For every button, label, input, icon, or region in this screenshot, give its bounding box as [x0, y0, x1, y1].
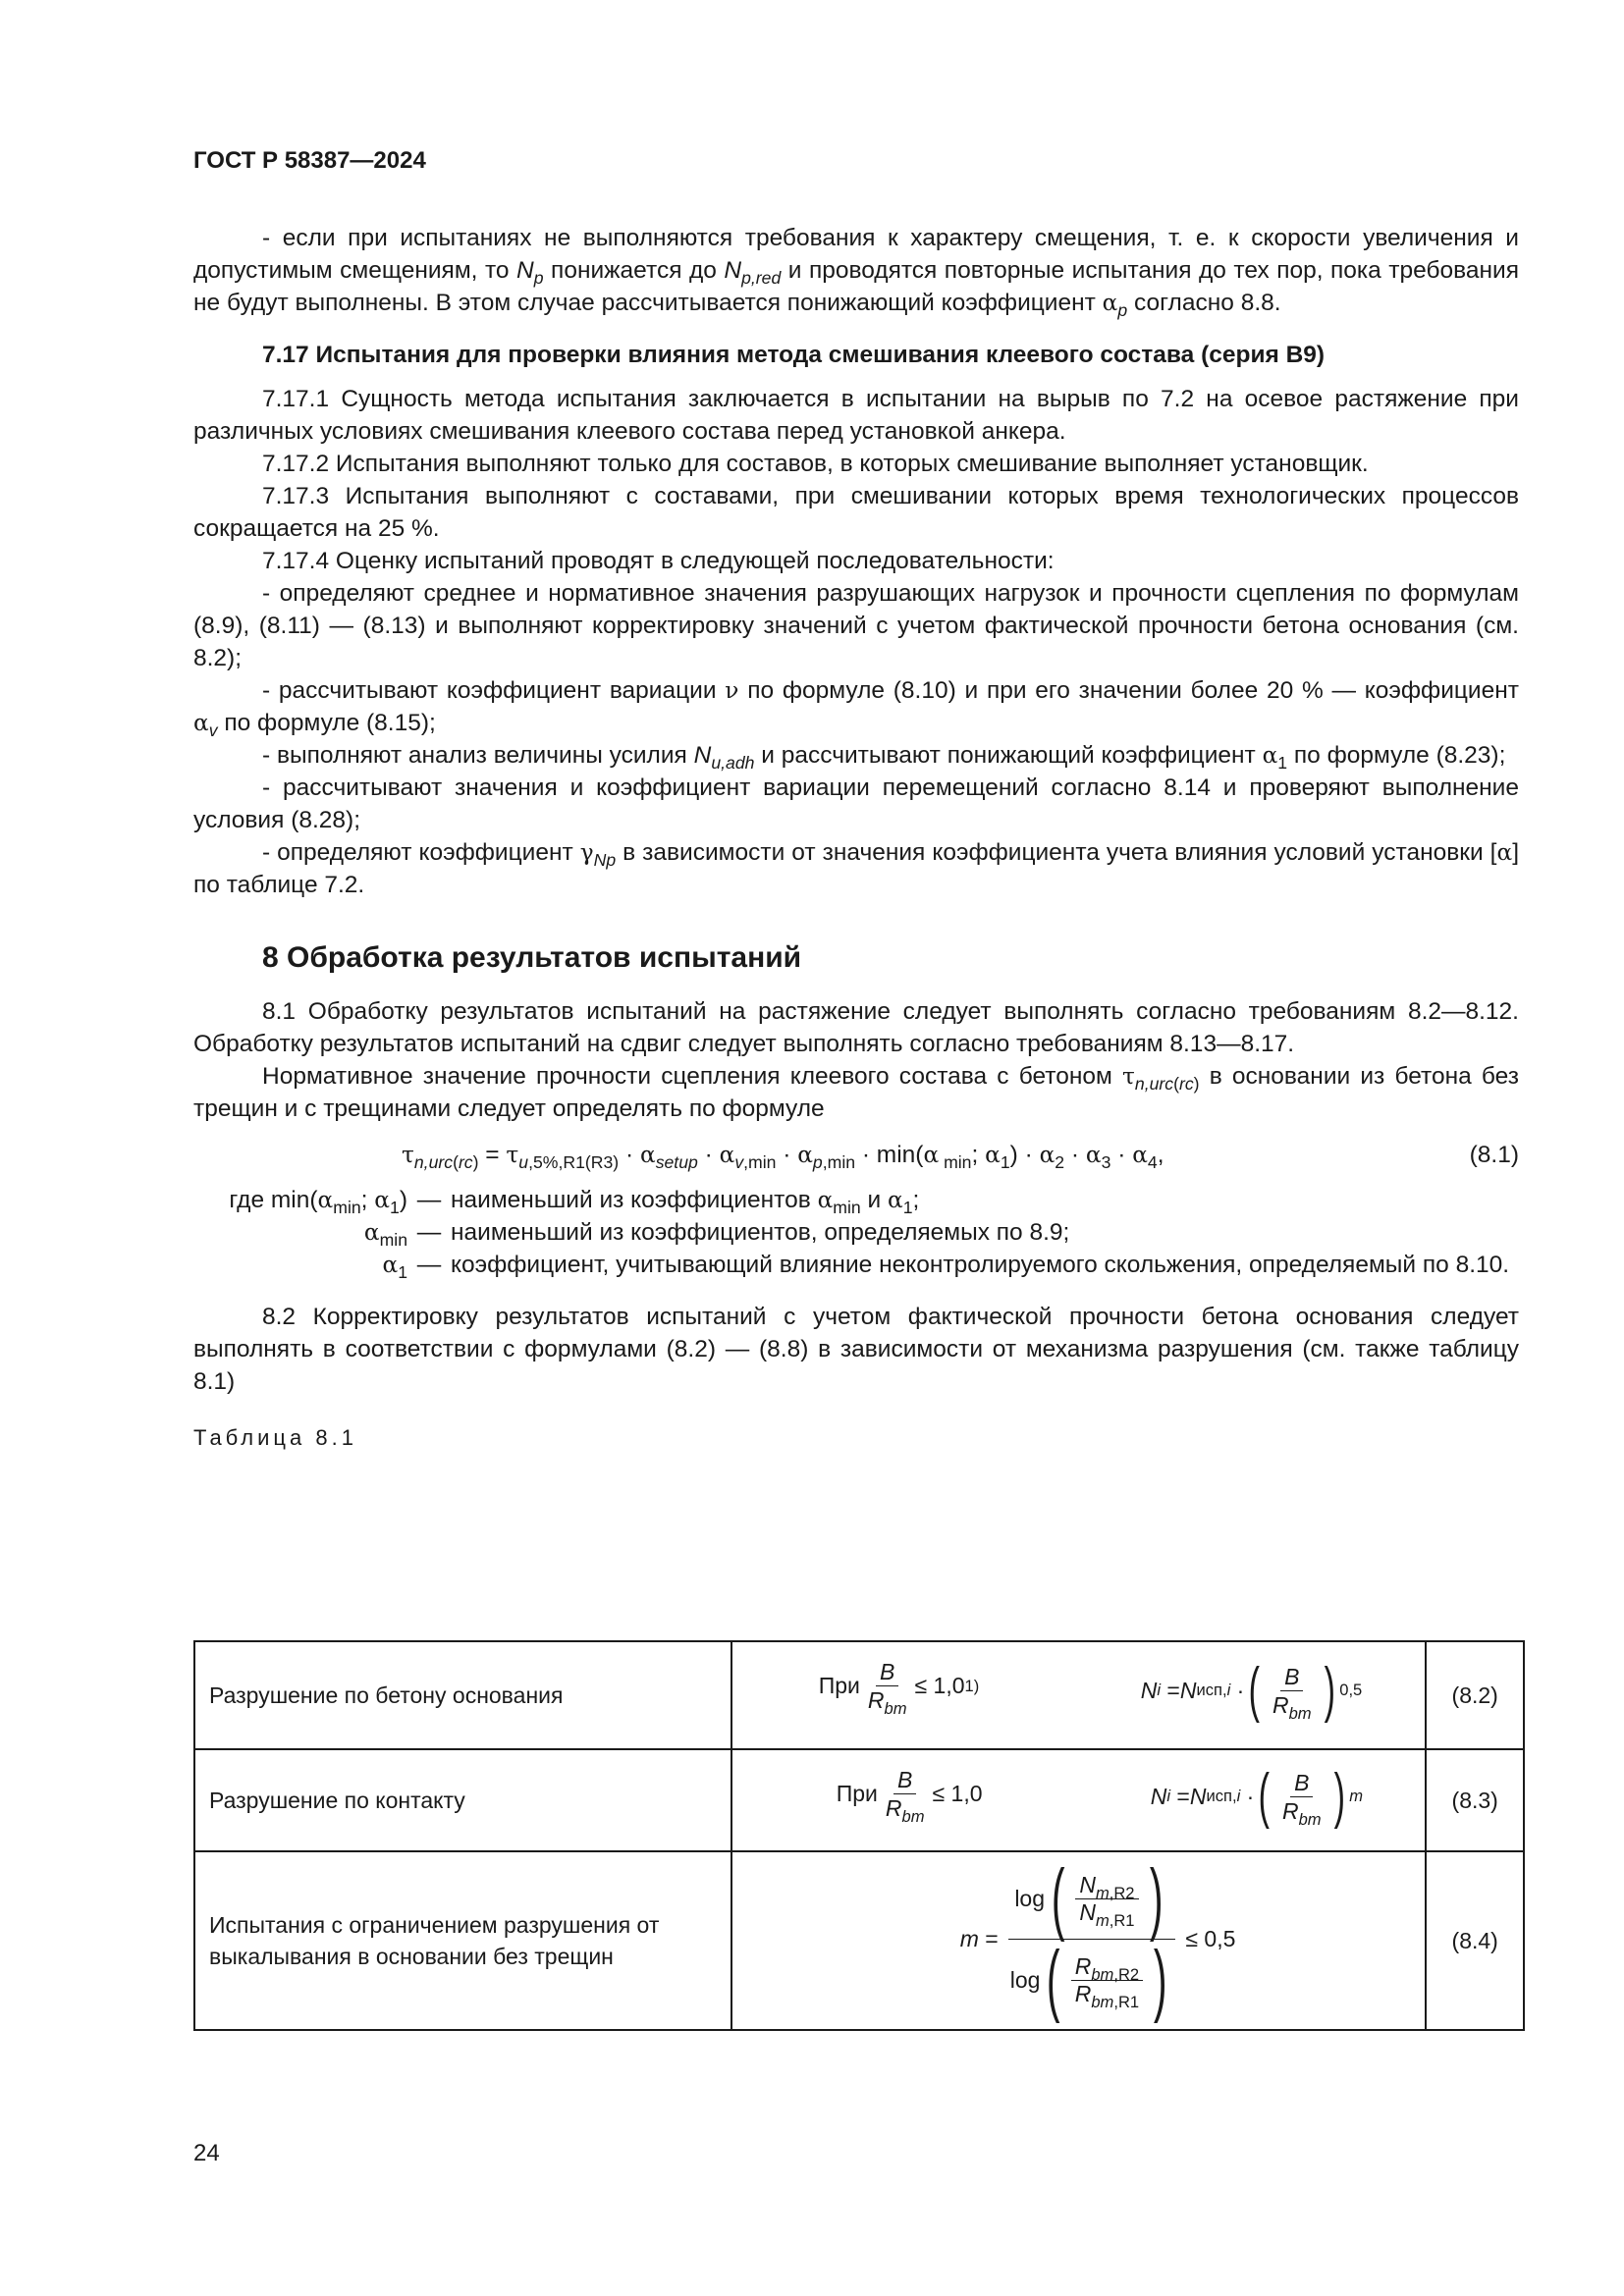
- table-cell-formula: При $\frac{B}{R_{bm}}$ ≤ 1,0 N i = N исп,i · ( $\frac{B}{R_{bm}}$ ) m: [731, 1749, 1427, 1851]
- table-cell-label: Разрушение по контакту: [194, 1749, 731, 1851]
- legend-row: где $\min(\alpha_{min}$; $\alpha_1$) — наименьший из коэффициентов $\alpha_{min}$ и $\alpha_1$;: [229, 1187, 920, 1218]
- table-row: [194, 1641, 1524, 1749]
- section-8-title: 8 Обработка результатов испытаний: [262, 941, 802, 974]
- table-cell-formula: m = log ( $\frac{N_{m,R2}}{N_{m,R1}}$ ) log ( $\frac{R_{bm,R2}}{R_{bm,R1}}$ ) ≤ 0,5: [731, 1851, 1427, 2030]
- legend-row: $\alpha_{min}$ — наименьший из коэффициентов, определяемых по 8.9;: [363, 1219, 1070, 1251]
- equation-number: (8.2): [1426, 1641, 1524, 1749]
- paragraph-8-1: 8.1 Обработку результатов испытаний на растяжение следует выполнять согласно требованиям 8.2—8.12. Обработку результатов испытаний на сдвиг следует выполнять согласно требованиям 8.13—8.17.: [193, 998, 1519, 1057]
- paragraph-8-1-formula-intro: Нормативное значение прочности сцепления клеевого состава с бетоном $\tau_{n,urc(rc)}$ в основании из бетона без трещин и с трещинами следует определять по формуле: [193, 1063, 1519, 1122]
- list-item: - рассчитывают коэффициент вариации ν по формуле (8.10) и при его значении более 20 % — коэффициент $\alpha_v$ по формуле (8.15);: [193, 677, 1519, 741]
- paragraph-7-17-1: 7.17.1 Сущность метода испытания заключается в испытании на вырыв по 7.2 на осевое растяжение при различных условиях смешивания клеевого состава перед установкой анкера.: [193, 386, 1519, 445]
- equation-number: (8.1): [1469, 1142, 1519, 1168]
- equation-number: (8.4): [1426, 1851, 1524, 2030]
- list-item: - рассчитывают значения и коэффициент вариации перемещений согласно 8.14 и проверяют выполнение условия (8.28);: [193, 774, 1519, 833]
- table-row: [194, 1851, 1524, 2030]
- formula-8-1: [193, 1135, 1519, 1178]
- intro-paragraph: - если при испытаниях не выполняются требования к характеру смещения, т. е. к скорости увеличения и допустимым смещениям, то $N_p$ понижается до $N_{p,red}$ и проводятся повторные испытания до тех пор, пока требования не будут выполнены. В этом случае рассчитывается понижающий коэффициент $\alpha_p$ согласно 8.8.: [193, 225, 1519, 321]
- list-item: - определяют коэффициент $\gamma_{Np}$ в зависимости от значения коэффициента учета влияния условий установки [α] по таблице 7.2.: [193, 839, 1519, 898]
- table-row: [194, 1749, 1524, 1851]
- paragraph-7-17-3: 7.17.3 Испытания выполняют с составами, при смешивании которых время технологических процессов сокращается на 25 %.: [193, 483, 1519, 542]
- document-header: ГОСТ Р 58387—2024: [193, 147, 426, 174]
- table-caption: Таблица 8.1: [193, 1425, 357, 1450]
- formula-legend: [193, 1184, 1519, 1281]
- paragraph-7-17-4: 7.17.4 Оценку испытаний проводят в следующей последовательности:: [262, 548, 1055, 574]
- formula-8-1-expression: $\tau_{n,urc(rc)} = \tau_{u,5\%,R1(R3)} \cdot \alpha_{setup} \cdot \alpha_{v,min} \cdot \alpha_{p,min} \cdot \min(\alpha$ $_{min}$; $\alpha_1) \cdot \alpha_2 \cdot \alpha_3 \cdot \alpha_4$,: [402, 1142, 1164, 1173]
- table-cell-formula: При $\frac{B}{R_{bm}}$ ≤ 1,0 1) N i = N исп,i · ( $\frac{B}{R_{bm}}$ ) 0,5: [731, 1641, 1427, 1749]
- paragraph-7-17-2: 7.17.2 Испытания выполняют только для составов, в которых смешивание выполняет установщик.: [262, 451, 1369, 477]
- table-8-1: [193, 1640, 1525, 2031]
- page-number: 24: [193, 2140, 220, 2166]
- document-body: [193, 222, 1519, 1454]
- equation-number: (8.3): [1426, 1749, 1524, 1851]
- list-item: - определяют среднее и нормативное значения разрушающих нагрузок и прочности сцепления по формулам (8.9), (8.11) — (8.13) и выполняют корректировку значений с учетом фактической прочности бетона основания (см. 8.2);: [193, 580, 1519, 671]
- table-cell-label: Разрушение по бетону основания: [194, 1641, 731, 1749]
- paragraph-8-2: 8.2 Корректировку результатов испытаний с учетом фактической прочности бетона основания следует выполнять в соответствии с формулами (8.2) — (8.8) в зависимости от механизма разрушения (см. также таблицу 8.1): [193, 1304, 1519, 1395]
- legend-row: $\alpha_1$ — коэффициент, учитывающий влияние неконтролируемого скольжения, определяемый по 8.10.: [382, 1252, 1510, 1283]
- table-cell-label: Испытания с ограничением разрушения от выкалывания в основании без трещин: [194, 1851, 731, 2030]
- section-7-17-title: 7.17 Испытания для проверки влияния метода смешивания клеевого состава (серия В9): [262, 342, 1326, 368]
- list-item: - выполняют анализ величины усилия $N_{u,adh}$ и рассчитывают понижающий коэффициент $\alpha_1$ по формуле (8.23);: [262, 742, 1506, 774]
